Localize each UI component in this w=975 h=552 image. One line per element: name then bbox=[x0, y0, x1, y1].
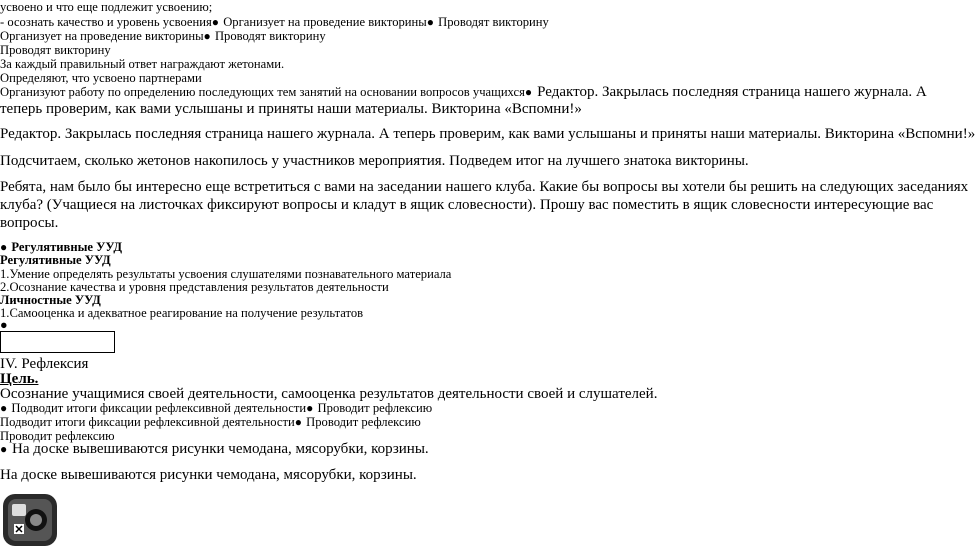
text-line: Определяют, что усвоено партнерами bbox=[0, 71, 202, 85]
bullet-icon: ● bbox=[0, 442, 8, 456]
text-line: теперь проверим, как вами услышаны и приняты наши материалы. Викторина «Вспомни!» bbox=[0, 101, 582, 117]
text-line bbox=[0, 402, 432, 415]
goal-label: Цель. bbox=[0, 371, 39, 387]
paragraph-line: вопросы. bbox=[0, 215, 59, 231]
text-line bbox=[0, 84, 927, 100]
text-fragment: Организует на проведение викторины bbox=[0, 29, 204, 43]
paragraph-line: клуба? (Учащиеся на листочках фиксируют вопросы и кладут в ящик словесности). Прошу вас поместить в ящик словесности интересующие вас bbox=[0, 197, 934, 213]
text-fragment: Проводят викторину bbox=[214, 29, 326, 43]
text-line bbox=[0, 416, 421, 429]
text-fragment: Организуют работу по определению последующих тем занятий на основании вопросов учащихся bbox=[0, 85, 525, 99]
bullet-icon: ● bbox=[294, 415, 302, 429]
text-fragment: Подводит итоги фиксации рефлексивной деятельности bbox=[0, 415, 295, 429]
goal-text: Осознание учащимися своей деятельности, самооценка результатов деятельности своей и слушателей. bbox=[0, 386, 658, 402]
text-line bbox=[0, 16, 549, 29]
text-fragment: Подводит итоги фиксации рефлексивной деятельности bbox=[11, 401, 307, 415]
paragraph: Подсчитаем, сколько жетонов накопилось у участников мероприятия. Подведем итог на лучшего знатока викторины. bbox=[0, 153, 749, 169]
bullet-icon: ● bbox=[524, 85, 533, 99]
text-fragment: Проводят викторину bbox=[438, 15, 549, 29]
bullet-icon: ● bbox=[0, 318, 8, 332]
bullet-icon: ● bbox=[0, 401, 8, 415]
heading-regulatory: Регулятивные УУД bbox=[0, 253, 111, 267]
empty-box bbox=[0, 331, 115, 353]
text-line: За каждый правильный ответ награждают жетонами. bbox=[0, 57, 285, 71]
list-item: 1.Умение определять результаты усвоения слушателями познавательного материала bbox=[0, 267, 452, 281]
camera-badge-icon bbox=[0, 490, 60, 550]
bullet-icon: ● bbox=[0, 240, 8, 254]
text-line: усвоено и что еще подлежит усвоению; bbox=[0, 0, 213, 14]
text-fragment: - осознать качество и уровень усвоения bbox=[0, 15, 212, 29]
heading-regulatory bbox=[0, 241, 122, 254]
list-item: 1.Самооценка и адекватное реагирование на получение результатов bbox=[0, 306, 364, 320]
text-fragment: На доске вывешиваются рисунки чемодана, мясорубки, корзины. bbox=[12, 441, 429, 457]
paragraph-line: Ребята, нам было бы интересно еще встретиться с вами на заседании нашего клуба. Какие бы вопросы вы хотели бы решить на следующих заседаниях bbox=[0, 179, 969, 195]
text-line: Проводят викторину bbox=[0, 43, 111, 57]
text-fragment: Проводит рефлексию bbox=[306, 415, 421, 429]
bullet-icon: ● bbox=[426, 15, 434, 29]
heading-text: Регулятивные УУД bbox=[11, 240, 123, 254]
list-item: 2.Осознание качества и уровня представления результатов деятельности bbox=[0, 280, 389, 294]
bullet-icon: ● bbox=[306, 401, 314, 415]
bullet-icon: ● bbox=[211, 15, 220, 29]
text-fragment: Проводит рефлексию bbox=[317, 401, 433, 415]
text-line: На доске вывешиваются рисунки чемодана, мясорубки, корзины. bbox=[0, 467, 417, 483]
text-fragment: Организует на проведение викторины bbox=[223, 15, 427, 29]
section-title: IV. Рефлексия bbox=[0, 356, 89, 372]
text-fragment: Редактор. Закрылась последняя страница нашего журнала. А bbox=[537, 84, 927, 100]
paragraph: Редактор. Закрылась последняя страница нашего журнала. А теперь проверим, как вами услышаны и приняты наши материалы. Викторина «Вспомни!» bbox=[0, 126, 975, 142]
bullet-icon: ● bbox=[203, 29, 211, 43]
text-line: Проводит рефлексию bbox=[0, 429, 115, 443]
text-line bbox=[0, 442, 429, 457]
heading-personal: Личностные УУД bbox=[0, 293, 101, 307]
text-line bbox=[0, 30, 326, 43]
